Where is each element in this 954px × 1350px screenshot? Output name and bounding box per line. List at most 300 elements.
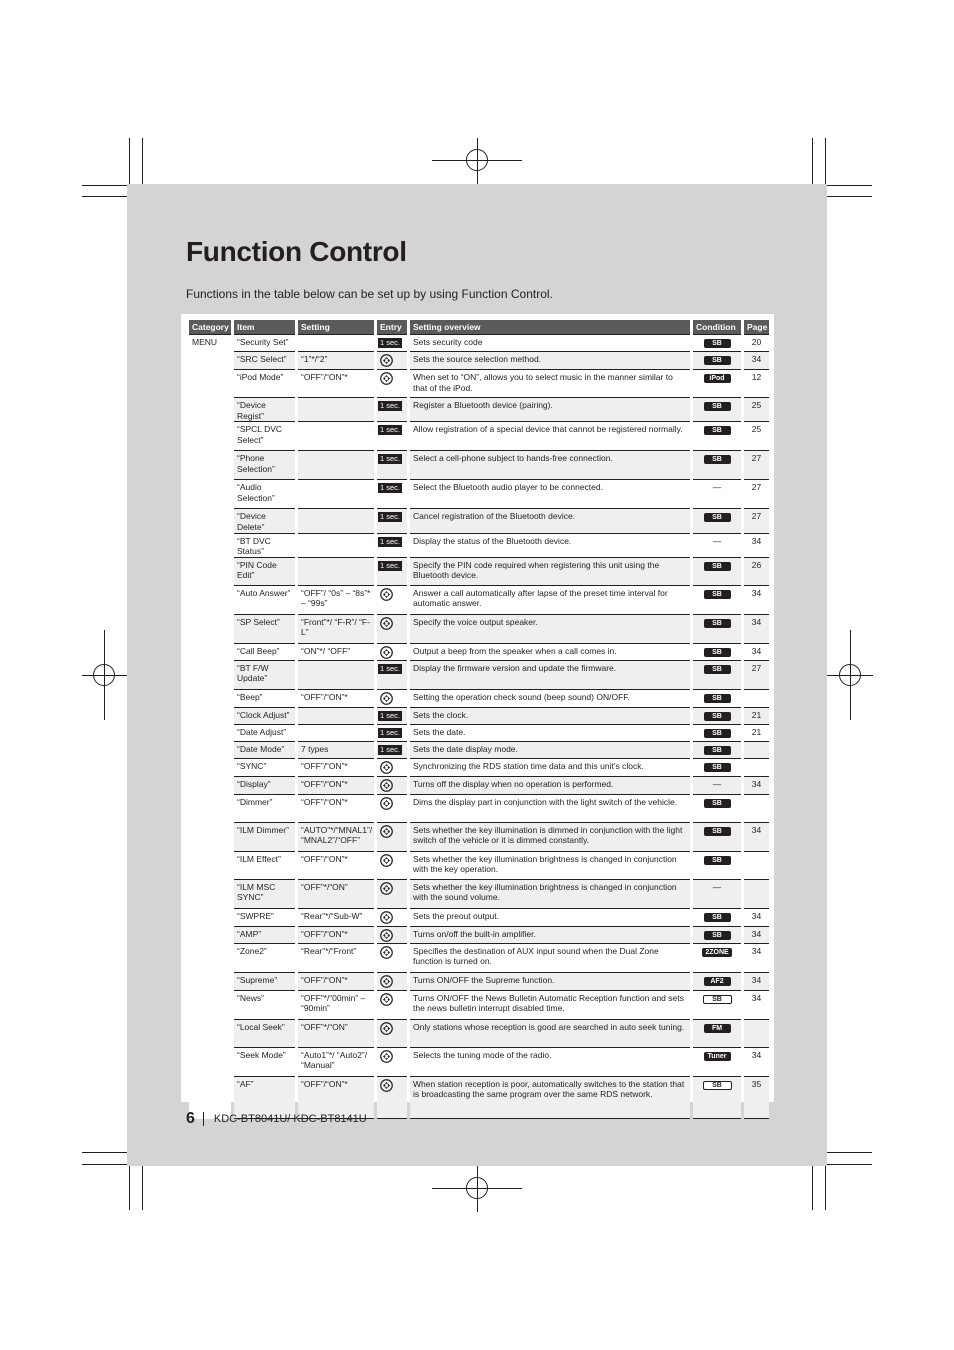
setting-overview-cell: When set to “ON”, allows you to select music in the manner similar to that of the iPod. (410, 370, 690, 398)
setting-overview-cell: Dims the display part in conjunction with the light switch of the vehicle. (410, 795, 690, 823)
item-cell: “Seek Mode” (234, 1048, 295, 1077)
entry-cell (377, 944, 407, 973)
setting-cell: “OFF”/ “0s” – “8s”* – “99s” (298, 586, 374, 615)
setting-overview-cell: Register a Bluetooth device (pairing). (410, 398, 690, 422)
setting-cell: “OFF”/“ON”* (298, 759, 374, 777)
crop-mark (812, 1166, 813, 1210)
entry-cell (377, 795, 407, 823)
condition-badge-sb: SB (704, 402, 731, 411)
page-cell: 34 (744, 991, 769, 1020)
item-cell: “Date Adjust” (234, 725, 295, 742)
condition-badge-2zone: 2ZONE (702, 948, 731, 957)
entry-cell (377, 422, 407, 451)
condition-cell (693, 398, 741, 422)
category-cell (189, 944, 231, 973)
category-cell (189, 661, 231, 690)
setting-cell: 7 types (298, 742, 374, 759)
entry-cell (377, 725, 407, 742)
control-knob-icon (380, 779, 393, 792)
entry-cell (377, 823, 407, 852)
registration-circle (466, 1177, 488, 1199)
registration-circle (839, 664, 861, 686)
condition-cell (693, 1048, 741, 1077)
table-row (189, 398, 769, 422)
category-cell (189, 480, 231, 509)
setting-cell: “OFF”/“ON”* (298, 795, 374, 823)
control-knob-icon (380, 617, 393, 630)
table-row (189, 777, 769, 795)
item-cell: “ILM Dimmer” (234, 823, 295, 852)
condition-cell (693, 586, 741, 615)
table-row (189, 690, 769, 708)
condition-cell (693, 991, 741, 1020)
entry-cell (377, 509, 407, 533)
entry-cell (377, 909, 407, 927)
item-cell: “AMP” (234, 927, 295, 944)
condition-badge-sb: SB (704, 590, 731, 599)
category-cell (189, 352, 231, 370)
table-row (189, 759, 769, 777)
item-cell: “SPCL DVC Select” (234, 422, 295, 451)
page-cell: 21 (744, 725, 769, 742)
one-second-badge: 1 sec. (380, 483, 401, 493)
setting-cell: “Front”*/ “F-R”/ “F-L” (298, 615, 374, 644)
page-title: Function Control (186, 236, 407, 267)
entry-cell (377, 534, 407, 558)
category-cell (189, 795, 231, 823)
table-row (189, 422, 769, 451)
category-cell (189, 823, 231, 852)
table-row (189, 852, 769, 880)
item-cell: “iPod Mode” (234, 370, 295, 398)
condition-cell (693, 661, 741, 690)
setting-overview-cell: Display the firmware version and update the firmware. (410, 661, 690, 690)
setting-overview-cell: Select the Bluetooth audio player to be connected. (410, 480, 690, 509)
condition-badge-sb: SB (704, 856, 731, 865)
one-second-badge: 1 sec. (380, 744, 401, 754)
entry-cell (377, 615, 407, 644)
entry-cell (377, 480, 407, 509)
control-knob-icon (380, 797, 393, 810)
table-row (189, 615, 769, 644)
page-cell (744, 690, 769, 708)
setting-overview-cell: Selects the tuning mode of the radio. (410, 1048, 690, 1077)
entry-cell (377, 742, 407, 759)
condition-none: — (712, 482, 722, 493)
category-cell: MENU (192, 337, 218, 347)
one-second-badge: 1 sec. (380, 425, 401, 435)
item-cell: “ILM MSC SYNC” (234, 880, 295, 909)
setting-overview-cell: Display the status of the Bluetooth device. (410, 534, 690, 558)
entry-cell (377, 451, 407, 480)
item-cell: “Device Delete” (234, 509, 295, 533)
control-knob-icon (380, 692, 393, 705)
setting-overview-cell: Select a cell-phone subject to hands-free connection. (410, 451, 690, 480)
setting-overview-cell: Sets whether the key illumination brightness is changed in conjunction with the sound volume. (410, 880, 690, 909)
page-cell: 34 (744, 352, 769, 370)
control-knob-icon (380, 1022, 393, 1035)
setting-overview-cell: Synchronizing the RDS station time data and this unit’s clock. (410, 759, 690, 777)
condition-cell (693, 944, 741, 973)
entry-cell (377, 644, 407, 661)
page-cell: 35 (744, 1077, 769, 1119)
item-cell: “Display” (234, 777, 295, 795)
setting-cell: “Rear”*/“Front” (298, 944, 374, 973)
category-cell (189, 534, 231, 558)
page-cell: 20 (744, 335, 769, 352)
page-cell: 34 (744, 944, 769, 973)
item-cell: “Supreme” (234, 973, 295, 991)
crop-mark (82, 185, 130, 186)
table-body (189, 335, 769, 1119)
table-row (189, 644, 769, 661)
setting-overview-cell: Sets the date display mode. (410, 742, 690, 759)
condition-cell (693, 480, 741, 509)
item-cell: “SYNC” (234, 759, 295, 777)
table-row (189, 534, 769, 558)
setting-overview-cell: Setting the operation check sound (beep sound) ON/OFF. (410, 690, 690, 708)
page-cell (744, 1020, 769, 1048)
item-cell: “Auto Answer” (234, 586, 295, 615)
one-second-badge: 1 sec. (380, 727, 401, 737)
condition-badge-sb: SB (704, 426, 731, 435)
page-cell: 34 (744, 586, 769, 615)
setting-cell: “Auto1”*/ “Auto2”/ “Manual” (298, 1048, 374, 1077)
control-knob-icon (380, 372, 393, 385)
setting-cell (298, 708, 374, 725)
table-row (189, 370, 769, 398)
one-second-badge: 1 sec. (380, 454, 401, 464)
table-row (189, 708, 769, 725)
table-row (189, 944, 769, 973)
condition-cell (693, 615, 741, 644)
entry-cell (377, 398, 407, 422)
intro-text: Functions in the table below can be set up by using Function Control. (186, 287, 553, 301)
control-knob-icon (380, 354, 393, 367)
table-row (189, 909, 769, 927)
setting-overview-cell: Sets whether the key illumination is dimmed in conjunction with the light switch of the vehicle or it is dimmed constantly. (410, 823, 690, 852)
condition-badge-ipod: iPod (704, 374, 731, 383)
condition-badge-sb: SB (704, 712, 731, 721)
setting-overview-cell: Output a beep from the speaker when a call comes in. (410, 644, 690, 661)
control-knob-icon (380, 588, 393, 601)
condition-none: — (712, 881, 722, 892)
category-cell (189, 451, 231, 480)
registration-circle (93, 664, 115, 686)
page-cell: 34 (744, 644, 769, 661)
category-cell (189, 725, 231, 742)
control-knob-icon (380, 911, 393, 924)
condition-cell (693, 352, 741, 370)
item-cell: “BT DVC Status” (234, 534, 295, 558)
function-control-table (186, 320, 772, 1119)
setting-overview-cell: Allow registration of a special device that cannot be registered normally. (410, 422, 690, 451)
page-cell: 25 (744, 422, 769, 451)
setting-overview-cell: Specify the voice output speaker. (410, 615, 690, 644)
setting-cell: “1”*/“2” (298, 352, 374, 370)
entry-cell (377, 991, 407, 1020)
condition-cell (693, 795, 741, 823)
condition-none: — (712, 778, 722, 789)
item-cell: “BT F/W Update” (234, 661, 295, 690)
table-row (189, 1020, 769, 1048)
condition-badge-sb: SB (704, 339, 731, 348)
condition-badge-sb: SB (704, 562, 731, 571)
setting-overview-cell: Sets security code (410, 335, 690, 352)
table-row (189, 558, 769, 586)
category-cell (189, 370, 231, 398)
one-second-badge: 1 sec. (380, 710, 401, 720)
item-cell: “News” (234, 991, 295, 1020)
table-row (189, 480, 769, 509)
category-cell (189, 1020, 231, 1048)
table-row (189, 661, 769, 690)
category-cell (189, 759, 231, 777)
condition-cell (693, 451, 741, 480)
setting-cell: “OFF”*/“ON” (298, 1020, 374, 1048)
setting-overview-cell: Sets the preout output. (410, 909, 690, 927)
setting-cell (298, 422, 374, 451)
category-cell (189, 509, 231, 533)
setting-cell (298, 725, 374, 742)
entry-cell (377, 586, 407, 615)
setting-overview-cell: Specifies the destination of AUX input sound when the Dual Zone function is turned on. (410, 944, 690, 973)
condition-badge-tuner: Tuner (704, 1052, 731, 1061)
condition-cell (693, 422, 741, 451)
setting-cell: “ON”*/ “OFF” (298, 644, 374, 661)
page-cell (744, 852, 769, 880)
item-cell: “SWPRE” (234, 909, 295, 927)
setting-overview-cell: Turns ON/OFF the News Bulletin Automatic Reception function and sets the news bulletin interrupt disabled time. (410, 991, 690, 1020)
table-row (189, 823, 769, 852)
table-row (189, 586, 769, 615)
item-cell: “Date Mode” (234, 742, 295, 759)
setting-cell: “OFF”/“ON”* (298, 690, 374, 708)
page-cell: 34 (744, 973, 769, 991)
page-cell: 34 (744, 1048, 769, 1077)
setting-cell: “OFF”/“ON”* (298, 370, 374, 398)
category-cell (189, 398, 231, 422)
condition-badge-sb: SB (704, 827, 731, 836)
condition-badge-sb: SB (704, 665, 731, 674)
item-cell: “Dimmer” (234, 795, 295, 823)
setting-cell (298, 451, 374, 480)
page-cell: 34 (744, 927, 769, 944)
page-cell (744, 880, 769, 909)
page-cell: 26 (744, 558, 769, 586)
crop-mark (824, 1164, 872, 1165)
page-cell: 27 (744, 509, 769, 533)
condition-cell (693, 534, 741, 558)
entry-cell (377, 927, 407, 944)
condition-cell (693, 558, 741, 586)
setting-overview-cell: Turns ON/OFF the Supreme function. (410, 973, 690, 991)
item-cell: “ILM Effect” (234, 852, 295, 880)
condition-cell (693, 644, 741, 661)
condition-badge-sb-outline: SB (703, 995, 732, 1004)
item-cell: “Clock Adjust” (234, 708, 295, 725)
header-setting-overview: Setting overview (410, 320, 690, 335)
condition-cell (693, 927, 741, 944)
entry-cell (377, 352, 407, 370)
condition-badge-sb-outline: SB (703, 1081, 732, 1090)
condition-cell (693, 777, 741, 795)
crop-mark (824, 185, 872, 186)
condition-badge-fm: FM (704, 1024, 731, 1033)
item-cell: “Local Seek” (234, 1020, 295, 1048)
setting-overview-cell: Only stations whose reception is good are searched in auto seek tuning. (410, 1020, 690, 1048)
header-condition: Condition (693, 320, 741, 335)
condition-badge-sb: SB (704, 931, 731, 940)
page-cell: 12 (744, 370, 769, 398)
setting-cell (298, 509, 374, 533)
control-knob-icon (380, 882, 393, 895)
setting-cell: “AUTO”*/“MNAL1”/ “MNAL2”/“OFF” (298, 823, 374, 852)
condition-cell (693, 708, 741, 725)
table-row (189, 991, 769, 1020)
table-row (189, 725, 769, 742)
table-row (189, 742, 769, 759)
setting-cell: “OFF”/“ON”* (298, 1077, 374, 1119)
page-cell: 25 (744, 398, 769, 422)
category-cell (189, 742, 231, 759)
one-second-badge: 1 sec. (380, 663, 401, 673)
setting-cell (298, 335, 374, 352)
setting-overview-cell: Answer a call automatically after lapse of the preset time interval for automatic answer. (410, 586, 690, 615)
condition-badge-sb: SB (704, 763, 731, 772)
item-cell: “Zone2” (234, 944, 295, 973)
setting-overview-cell: When station reception is poor, automatically switches to the station that is broadcasting the same program over the same RDS network. (410, 1077, 690, 1119)
category-cell (189, 690, 231, 708)
setting-overview-cell: Specify the PIN code required when registering this unit using the Bluetooth device. (410, 558, 690, 586)
condition-badge-sb: SB (704, 648, 731, 657)
page-cell: 34 (744, 534, 769, 558)
entry-cell (377, 759, 407, 777)
entry-cell (377, 370, 407, 398)
control-knob-icon (380, 1050, 393, 1063)
crop-mark (812, 138, 813, 184)
entry-cell (377, 661, 407, 690)
condition-cell (693, 509, 741, 533)
header-setting: Setting (298, 320, 374, 335)
table-row (189, 335, 769, 352)
page-cell: 27 (744, 480, 769, 509)
item-cell: “Device Regist” (234, 398, 295, 422)
page-footer (186, 1110, 367, 1128)
setting-cell (298, 534, 374, 558)
setting-overview-cell: Sets the date. (410, 725, 690, 742)
condition-cell (693, 1077, 741, 1119)
control-knob-icon (380, 646, 393, 659)
category-cell (189, 586, 231, 615)
entry-cell (377, 852, 407, 880)
control-knob-icon (380, 929, 393, 942)
category-cell (189, 615, 231, 644)
setting-cell: “Rear”*/“Sub-W” (298, 909, 374, 927)
one-second-badge: 1 sec. (380, 338, 401, 347)
one-second-badge: 1 sec. (380, 401, 401, 410)
setting-cell (298, 558, 374, 586)
category-cell (189, 777, 231, 795)
item-cell: “Audio Selection” (234, 480, 295, 509)
table-header-row (189, 320, 769, 335)
item-cell: “PIN Code Edit” (234, 558, 295, 586)
category-cell (189, 973, 231, 991)
condition-badge-sb: SB (704, 356, 731, 365)
registration-circle (466, 149, 488, 171)
one-second-badge: 1 sec. (380, 536, 401, 546)
condition-cell (693, 335, 741, 352)
entry-cell (377, 558, 407, 586)
table-row (189, 352, 769, 370)
item-cell: “AF” (234, 1077, 295, 1119)
item-cell: “SP Select” (234, 615, 295, 644)
condition-badge-af2: AF2 (704, 977, 731, 986)
one-second-badge: 1 sec. (380, 512, 401, 522)
item-cell: “SRC Select” (234, 352, 295, 370)
setting-overview-cell: Turns on/off the built-in amplifier. (410, 927, 690, 944)
page-cell (744, 759, 769, 777)
table-row (189, 1048, 769, 1077)
table-row (189, 509, 769, 533)
table-row (189, 451, 769, 480)
setting-overview-cell: Turns off the display when no operation is performed. (410, 777, 690, 795)
condition-cell (693, 742, 741, 759)
condition-none: — (712, 535, 722, 546)
condition-badge-sb: SB (704, 694, 731, 703)
entry-cell (377, 1048, 407, 1077)
condition-cell (693, 909, 741, 927)
control-knob-icon (380, 946, 393, 959)
header-page: Page (744, 320, 769, 335)
condition-badge-sb: SB (704, 619, 731, 628)
control-knob-icon (380, 975, 393, 988)
condition-cell (693, 759, 741, 777)
setting-cell (298, 480, 374, 509)
page-cell: 27 (744, 661, 769, 690)
setting-overview-cell: Cancel registration of the Bluetooth device. (410, 509, 690, 533)
item-cell: “Call Beep” (234, 644, 295, 661)
page-cell: 34 (744, 823, 769, 852)
condition-badge-sb: SB (704, 799, 731, 808)
page-cell: 27 (744, 451, 769, 480)
item-cell: “Security Set” (234, 335, 295, 352)
category-cell (189, 644, 231, 661)
category-cell (189, 558, 231, 586)
condition-cell (693, 370, 741, 398)
category-cell (189, 927, 231, 944)
entry-cell (377, 1020, 407, 1048)
condition-cell (693, 690, 741, 708)
page-cell (744, 795, 769, 823)
table-row (189, 927, 769, 944)
condition-badge-sb: SB (704, 513, 731, 522)
control-knob-icon (380, 993, 393, 1006)
entry-cell (377, 1077, 407, 1119)
control-knob-icon (380, 825, 393, 838)
page-cell: 34 (744, 909, 769, 927)
setting-overview-cell: Sets the source selection method. (410, 352, 690, 370)
setting-overview-cell: Sets whether the key illumination brightness is changed in conjunction with the key operation. (410, 852, 690, 880)
header-item: Item (234, 320, 295, 335)
one-second-badge: 1 sec. (380, 560, 401, 570)
crop-mark (142, 138, 143, 184)
crop-mark (82, 1164, 130, 1165)
page-cell (744, 742, 769, 759)
setting-cell: “OFF”*/“ON” (298, 880, 374, 909)
setting-cell: “OFF”/“ON”* (298, 852, 374, 880)
setting-overview-cell: Sets the clock. (410, 708, 690, 725)
